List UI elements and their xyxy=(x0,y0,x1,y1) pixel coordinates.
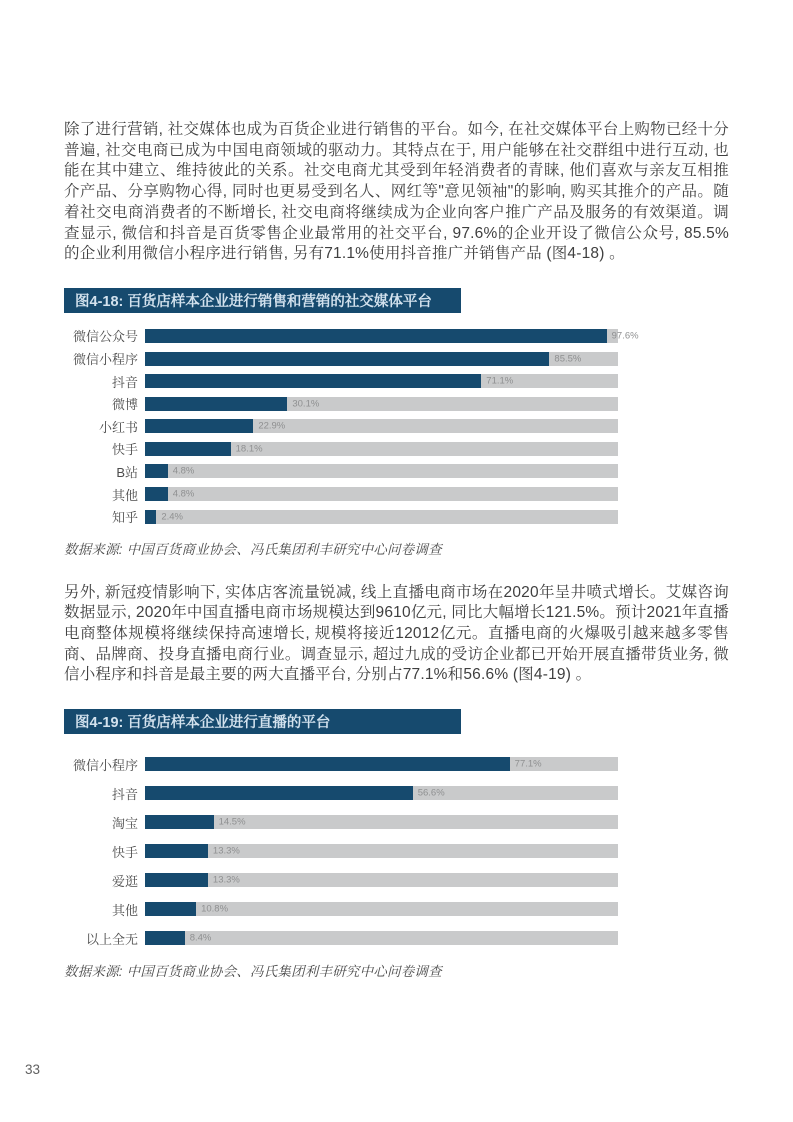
category-label: 爱逛 xyxy=(111,873,138,889)
chart-row xyxy=(64,442,729,456)
bar xyxy=(145,442,231,456)
data-source-note-2: 数据来源: 中国百货商业协会、冯氏集团利丰研究中心问卷调查 xyxy=(64,964,442,980)
value-label: 56.6% xyxy=(417,787,445,799)
bar xyxy=(145,464,168,478)
category-label: 微信小程序 xyxy=(72,757,138,773)
category-label: 淘宝 xyxy=(111,815,138,831)
value-label: 13.3% xyxy=(212,874,240,886)
bar-track xyxy=(145,757,618,771)
value-label: 18.1% xyxy=(235,443,263,455)
data-source-note-1: 数据来源: 中国百货商业协会、冯氏集团利丰研究中心问卷调查 xyxy=(64,541,442,557)
category-label: 抖音 xyxy=(111,786,138,802)
value-label: 97.6% xyxy=(611,330,639,342)
bar-track xyxy=(145,442,618,456)
bar xyxy=(145,419,253,433)
bar xyxy=(145,815,214,829)
chart-row xyxy=(64,329,729,343)
category-label: 快手 xyxy=(111,442,138,458)
category-label: 抖音 xyxy=(111,374,138,390)
figure-4-19-bar-chart xyxy=(64,757,729,945)
category-label: 微信小程序 xyxy=(72,352,138,368)
chart-row xyxy=(64,374,729,388)
category-label: 微博 xyxy=(111,397,138,413)
bar-track xyxy=(145,329,639,343)
chart-row xyxy=(64,510,729,524)
value-label: 22.9% xyxy=(258,420,286,432)
bar-track xyxy=(145,419,618,433)
bar-track xyxy=(145,352,618,366)
chart-row xyxy=(64,487,729,501)
report-page-content xyxy=(64,120,729,994)
chart-row xyxy=(64,815,729,829)
category-label: 其他 xyxy=(111,487,138,503)
bar xyxy=(145,329,607,343)
bar xyxy=(145,902,196,916)
bar xyxy=(145,374,481,388)
bar-track xyxy=(145,397,618,411)
bar xyxy=(145,931,185,945)
value-label: 77.1% xyxy=(514,758,542,770)
bar xyxy=(145,510,156,524)
value-label: 4.8% xyxy=(172,488,195,500)
figure-4-19-title-bar xyxy=(64,709,461,734)
bar-track xyxy=(145,464,618,478)
figure-4-18-title: 图4-18: 百货店样本企业进行销售和营销的社交媒体平台 xyxy=(75,293,432,310)
chart-row xyxy=(64,786,729,800)
bar xyxy=(145,487,168,501)
bar-track xyxy=(145,487,618,501)
bar-track xyxy=(145,931,618,945)
bar-track xyxy=(145,844,618,858)
bar xyxy=(145,786,413,800)
figure-4-18-title-bar xyxy=(64,288,461,313)
value-label: 30.1% xyxy=(292,398,320,410)
chart-row xyxy=(64,931,729,945)
bar xyxy=(145,352,549,366)
bar-track xyxy=(145,374,618,388)
chart-row xyxy=(64,873,729,887)
bar-track xyxy=(145,902,618,916)
chart-row xyxy=(64,419,729,433)
category-label: 知乎 xyxy=(111,510,138,526)
bar xyxy=(145,397,287,411)
body-paragraph-1: 除了进行营销, 社交媒体也成为百货企业进行销售的平台。如今, 在社交媒体平台上购物已经十分普遍, 社交电商已成为中国电商领域的驱动力。其特点在于, 用户能够在社交群组中进行互动, 也能在其中建立、维持彼此的关系。社交电商尤其受到年轻消费者的青睐, 他们喜欢与亲友互相推介产品、分享购物心得, 同时也更易受到名人、网红等"意见领袖"的影响, 购买其推介的产品。随着社交电商消费者的不断增长, 社交电商将继续成为企业向客户推广产品及服务的有效渠道。调查显示, 微信和抖音是百货零售企业最常用的社交平台, 97.6%的企业开设了微信公众号, 85.5%的企业利用微信小程序进行销售, 另有71.1%使用抖音推广并销售产品 (图4-18) 。 xyxy=(64,121,729,263)
category-label: B站 xyxy=(116,464,138,480)
value-label: 71.1% xyxy=(486,375,514,387)
value-label: 13.3% xyxy=(212,845,240,857)
value-label: 10.8% xyxy=(201,903,229,915)
chart-row xyxy=(64,844,729,858)
category-label: 微信公众号 xyxy=(72,329,138,345)
bar xyxy=(145,873,208,887)
value-label: 85.5% xyxy=(554,353,582,365)
category-label: 小红书 xyxy=(98,419,138,435)
value-label: 4.8% xyxy=(172,465,195,477)
body-paragraph-2: 另外, 新冠疫情影响下, 实体店客流量锐减, 线上直播电商市场在2020年呈井喷式增长。艾媒咨询数据显示, 2020年中国直播电商市场规模达到9610亿元, 同比大幅增长121.5%。预计2021年直播电商整体规模将继续保持高速增长, 规模将接近12012亿元。直播电商的火爆吸引越来越多零售商、品牌商、投身直播电商行业。调查显示, 超过九成的受访企业都已开始开展直播带货业务, 微信小程序和抖音是最主要的两大直播平台, 分别占77.1%和56.6% (图4-19) 。 xyxy=(64,583,729,684)
bar xyxy=(145,757,510,771)
bar xyxy=(145,844,208,858)
chart-row xyxy=(64,757,729,771)
bar-track xyxy=(145,873,618,887)
category-label: 以上全无 xyxy=(85,931,138,947)
value-label: 8.4% xyxy=(189,932,212,944)
value-label: 14.5% xyxy=(218,816,246,828)
chart-row xyxy=(64,902,729,916)
page-number: 33 xyxy=(25,1062,41,1077)
category-label: 其他 xyxy=(111,902,138,918)
category-label: 快手 xyxy=(111,844,138,860)
chart-row xyxy=(64,352,729,366)
bar-track xyxy=(145,815,618,829)
figure-4-18-bar-chart xyxy=(64,329,729,524)
chart-row xyxy=(64,397,729,411)
figure-4-19-title: 图4-19: 百货店样本企业进行直播的平台 xyxy=(75,715,331,732)
bar-track xyxy=(145,786,618,800)
value-label: 2.4% xyxy=(161,511,183,523)
bar-track xyxy=(145,510,618,524)
chart-row xyxy=(64,464,729,478)
